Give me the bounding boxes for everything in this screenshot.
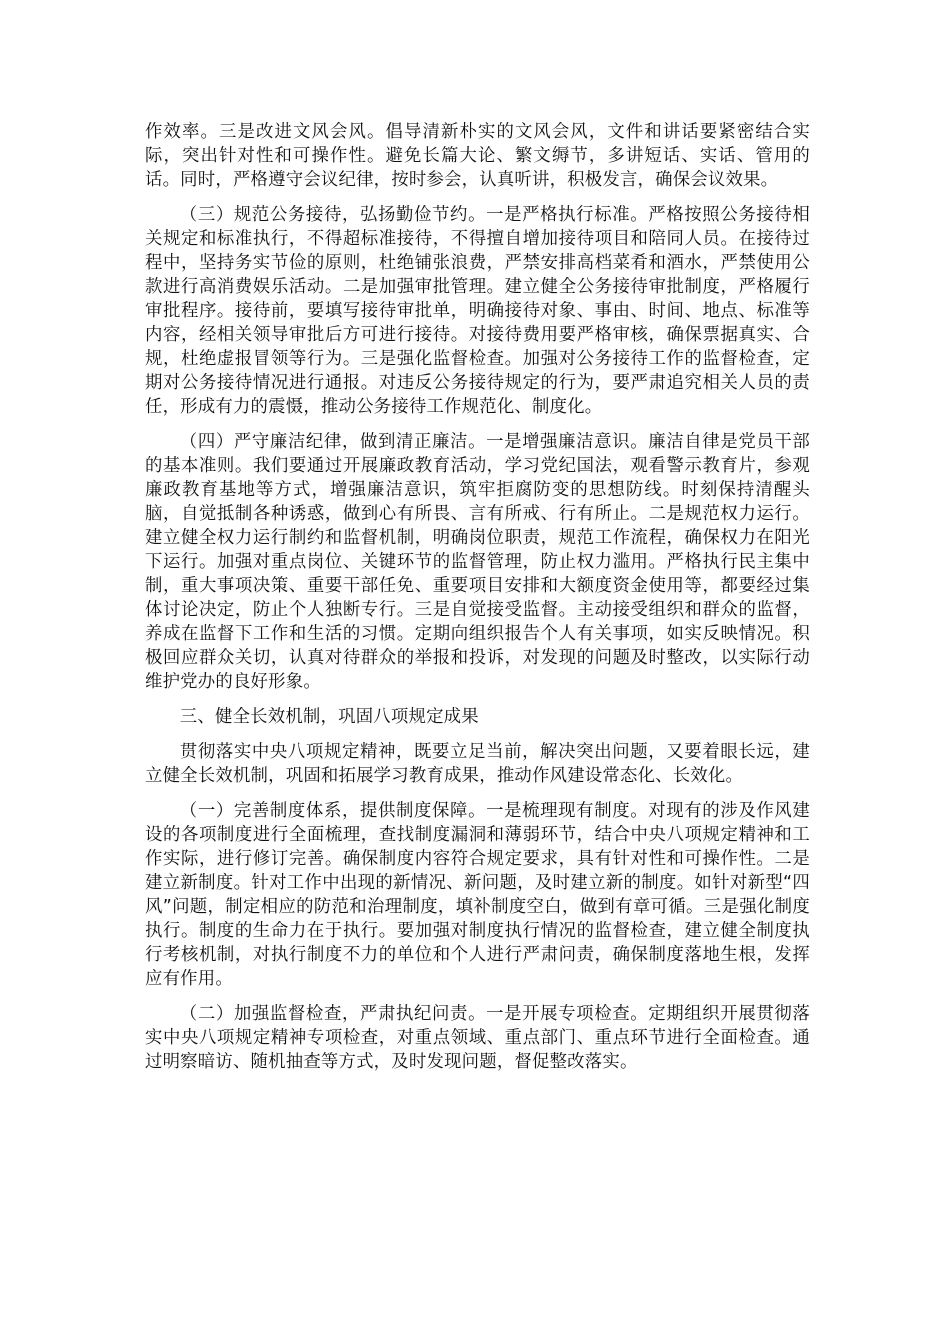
paragraph-supervision-inspection: （二）加强监督检查，严肃执纪问责。一是开展专项检查。定期组织开展贯彻落实中央八项规定精神专项检查，对重点领域、重点部门、重点环节进行全面检查。通过明察暗访、随机抽查等方式，及时发现问题，督促整改落实。 <box>145 1004 810 1072</box>
paragraph-integrity-discipline: （四）严守廉洁纪律，做到清正廉洁。一是增强廉洁意识。廉洁自律是党员干部的基本准则。我们要通过开展廉政教育活动，学习党纪国法，观看警示教育片，参观廉政教育基地等方式，增强廉洁意识，筑牢拒腐防变的思想防线。时刻保持清醒头脑，自觉抵制各种诱惑，做到心有所畏、言有所戒、行有所止。二是规范权力运行。建立健全权力运行制约和监督机制，明确岗位职责，规范工作流程，确保权力在阳光下运行。加强对重点岗位、关键环节的监督管理，防止权力滥用。严格执行民主集中制，重大事项决策、重要干部任免、重要项目安排和大额度资金使用等，都要经过集体讨论决定，防止个人独断专行。三是自觉接受监督。主动接受组织和群众的监督，养成在监督下工作和生活的习惯。定期向组织报告个人有关事项，如实反映情况。积极回应群众关切，认真对待群众的举报和投诉，对发现的问题及时整改，以实际行动维护党办的良好形象。 <box>145 432 810 692</box>
document-page <box>145 120 810 1085</box>
paragraph-institutional-system: （一）完善制度体系，提供制度保障。一是梳理现有制度。对现有的涉及作风建设的各项制度进行全面梳理，查找制度漏洞和薄弱环节，结合中央八项规定精神和工作实际，进行修订完善。确保制度内容符合规定要求，具有针对性和可操作性。二是建立新制度。针对工作中出现的新情况、新问题，及时建立新的制度。如针对新型“四风”问题，制定相应的防范和治理制度，填补制度空白，做到有章可循。三是强化制度执行。制度的生命力在于执行。要加强对制度执行情况的监督检查，建立健全制度执行考核机制，对执行制度不力的单位和个人进行严肃问责，确保制度落地生根，发挥应有作用。 <box>145 801 810 989</box>
paragraph-official-reception: （三）规范公务接待，弘扬勤俭节约。一是严格执行标准。严格按照公务接待相关规定和标准执行，不得超标准接待，不得擅自增加接待项目和陪同人员。在接待过程中，坚持务实节俭的原则，杜绝铺张浪费，严禁安排高档菜肴和酒水，严禁使用公款进行高消费娱乐活动。二是加强审批管理。建立健全公务接待审批制度，严格履行审批程序。接待前，要填写接待审批单，明确接待对象、事由、时间、地点、标准等内容，经相关领导审批后方可进行接待。对接待费用要严格审核，确保票据真实、合规，杜绝虚报冒领等行为。三是强化监督检查。加强对公务接待工作的监督检查，定期对公务接待情况进行通报。对违反公务接待规定的行为，要严肃追究相关人员的责任，形成有力的震慑，推动公务接待工作规范化、制度化。 <box>145 205 810 417</box>
paragraph-conference-style: 作效率。三是改进文风会风。倡导清新朴实的文风会风，文件和讲话要紧密结合实际，突出针对性和可操作性。避免长篇大论、繁文缛节，多讲短话、实话、管用的话。同时，严格遵守会议纪律，按时参会，认真听讲，积极发言，确保会议效果。 <box>145 122 810 190</box>
paragraph-section-intro: 贯彻落实中央八项规定精神，既要立足当前，解决突出问题，又要着眼长远，建立健全长效机制，巩固和拓展学习教育成果，推动作风建设常态化、长效化。 <box>145 742 810 786</box>
section-heading-long-term-mechanism: 三、健全长效机制，巩固八项规定成果 <box>179 707 479 727</box>
